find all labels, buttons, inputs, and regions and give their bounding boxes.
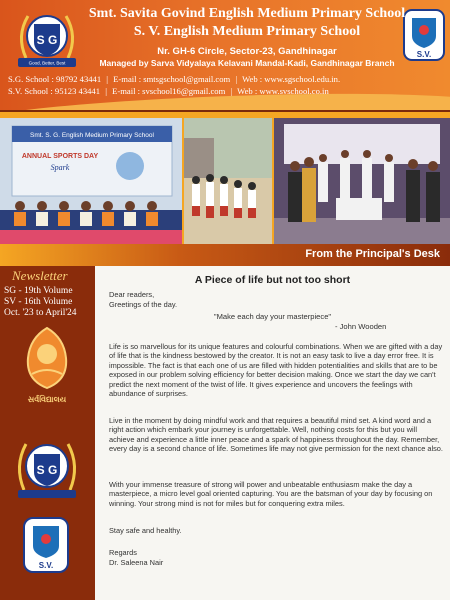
header: [0, 0, 450, 110]
volume-sg: SG - 19th Volume: [4, 286, 73, 296]
separator: |: [105, 86, 107, 96]
letter-signature: Dr. Saleena Nair: [109, 558, 164, 567]
banner-event-text: ANNUAL SPORTS DAY: [21, 153, 99, 160]
volume-sv: SV - 16th Volume: [4, 297, 73, 307]
managed-by: Managed by Sarva Vidyalaya Kelavani Mandal-Kadi, Gandhinagar Branch: [99, 58, 395, 68]
sg-logo-sidebar: [10, 434, 84, 504]
separator: |: [106, 74, 109, 84]
contact-colon: :: [51, 74, 57, 84]
letter-paragraph: With your immense treasure of strong will power and unbeatable enthusiasm make the day a masterpiece, a micro level goal oriented capturing. You are the batsman of your day by focusing on winning. Your strong mind is not for miles but for conquering extra miles.: [109, 480, 433, 508]
letter-quote: "Make each day your masterpiece": [213, 312, 332, 321]
logo-initials: S G: [36, 33, 58, 47]
left-sidebar: [0, 266, 95, 600]
guests-illustration: [274, 118, 450, 246]
contact-web: Web : www.sgschool.edu.in.: [242, 74, 341, 84]
contact-label: S.G. School: [8, 74, 50, 84]
sv-logo-sidebar: [22, 516, 70, 574]
contact-phone: 95123 43441: [54, 86, 101, 96]
school-address: Nr. GH-6 Circle, Sector-23, Gandhinagar: [157, 46, 337, 57]
letter-quote-author: - John Wooden: [335, 322, 387, 331]
emblem-text: સર્વવિદ્યાલય: [27, 395, 67, 404]
sports-day-stage-photo: [0, 118, 182, 246]
photo-band: [0, 112, 450, 252]
contact-colon: :: [50, 86, 55, 96]
trust-emblem-icon: [14, 324, 80, 408]
separator: |: [230, 86, 233, 96]
logo-initials: S.V.: [416, 50, 432, 59]
letter-paragraph: Live in the moment by doing mindful work and that requires a beautiful mind set. A kind word and a right action which embark your journey is unforgettable. Well, nothing costs for this but you will achieve and experience a little inner peace and a spark of happiness throughout the day. Remember, every day is a second chance of life. Sometimes life may not give permission for the next chance also.: [109, 416, 443, 454]
principal-desk-title: From the Principal's Desk: [305, 248, 440, 260]
principal-desk-bar: [0, 244, 450, 266]
school-name-1: Smt. Savita Govind English Medium Primary School: [88, 6, 406, 21]
contact-line-sv: [8, 86, 444, 96]
contact-phone: 98792 43441: [56, 74, 102, 84]
logo-initials: S.V.: [38, 561, 54, 570]
contact-web: Web : www.svschool.co.in: [237, 86, 329, 96]
contact-email: E-mail : svschool16@gmail.com: [112, 86, 226, 96]
stage-photo-illustration: [0, 118, 182, 246]
letter-paragraph: Life is so marvellous for its unique features and colourful combinations. When we are gifted with a day of life that is the kindness bestowed by the creator. It is not an easy task to live a day error free. It is impossible. The fact is that each one of us are filled with hidden potentialities and skills that are to be exposed in our problem solving efficiency for better decision making. Once we start the day we can't predict the next moment of the twist of life. It gives experience and uncovers the feelings with abundance of surprises.: [109, 342, 443, 399]
logo-initials: S G: [36, 463, 58, 477]
principal-letter: [95, 266, 450, 600]
banner-name-text: Spark: [50, 163, 70, 172]
letter-closing: Stay safe and healthy.: [109, 526, 182, 535]
volume-period: Oct. '23 to April'24: [4, 308, 77, 318]
letter-salutation: Dear readers,: [109, 290, 155, 299]
contact-line-sg: [8, 74, 444, 84]
contact-label: S.V. School: [8, 86, 49, 96]
sg-school-logo: [12, 6, 82, 72]
letter-regards: Regards: [109, 548, 137, 557]
logo-ribbon-text: Good, Better, Best: [28, 60, 66, 66]
school-name-2: S. V. English Medium Primary School: [133, 24, 361, 39]
letter-greeting: Greetings of the day.: [109, 300, 178, 309]
march-past-photo: [184, 118, 272, 246]
letter-title: A Piece of life but not too short: [194, 274, 351, 286]
contact-email: E-mail : smtsgschool@gmail.com: [113, 74, 231, 84]
march-past-illustration: [184, 118, 272, 246]
banner-school-text: Smt. S. G. English Medium Primary School: [30, 132, 154, 139]
guests-with-students-photo: [274, 118, 450, 246]
separator: |: [235, 74, 238, 84]
newsletter-heading: Newsletter: [12, 268, 68, 283]
